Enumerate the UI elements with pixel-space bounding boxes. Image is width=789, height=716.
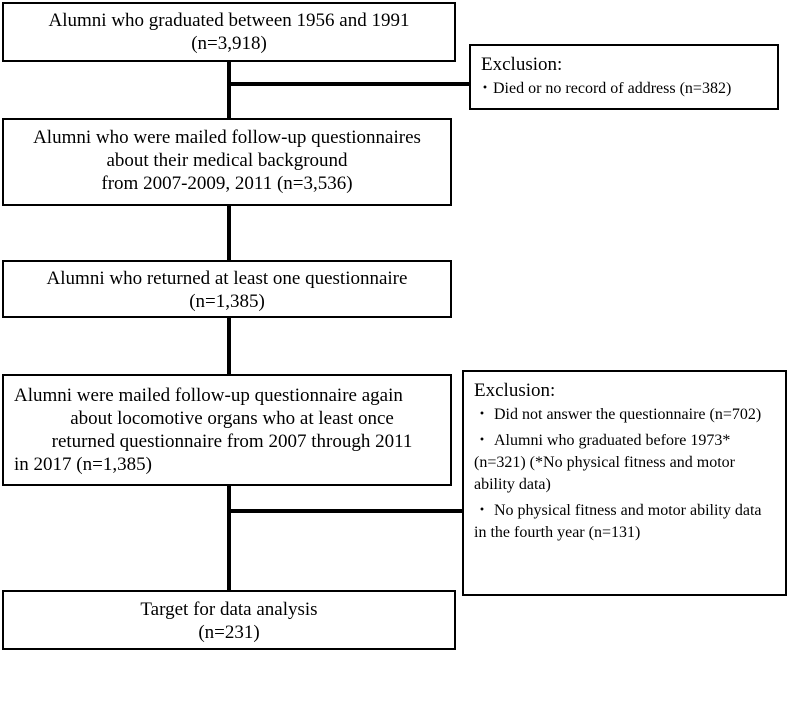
box5-line-2: (n=231) — [198, 622, 260, 643]
box-mailed-questionnaires — [2, 118, 452, 206]
box1-line-1: Alumni who graduated between 1956 and 1991 — [48, 10, 410, 31]
box-returned-questionnaire — [2, 260, 452, 318]
box4-line-1: Alumni were mailed follow-up questionnaire again — [14, 385, 403, 406]
box4-line-4: in 2017 (n=1,385) — [14, 454, 152, 475]
connector-to-exclusion-2 — [227, 509, 462, 513]
exclusion-1-title: Exclusion: — [481, 54, 563, 75]
exclusion-2-item-1: ・ Did not answer the questionnaire (n=702) — [474, 406, 762, 423]
box-mailed-again-2017 — [2, 374, 452, 486]
connector-b1-b2 — [227, 62, 231, 118]
box4-line-3: returned questionnaire from 2007 through 2011 — [51, 431, 413, 452]
exclusion-box-2 — [462, 370, 787, 596]
box3-line-1: Alumni who returned at least one questionnaire — [46, 268, 408, 289]
exclusion-box-1 — [469, 44, 779, 110]
box2-line-1: Alumni who were mailed follow-up questionnaires — [33, 127, 421, 148]
exclusion-1-item-1: ・Died or no record of address (n=382) — [477, 80, 732, 97]
exclusion-2-title: Exclusion: — [474, 380, 556, 401]
box-target-analysis — [2, 590, 456, 650]
connector-to-exclusion-1 — [227, 82, 469, 86]
box4-line-2: about locomotive organs who at least once — [70, 408, 394, 429]
connector-b4-b5 — [227, 486, 231, 590]
box5-line-1: Target for data analysis — [140, 599, 318, 620]
box3-line-2: (n=1,385) — [189, 291, 265, 312]
exclusion-2-item-3: ・ No physical fitness and motor ability data in the fourth year (n=131) — [474, 502, 762, 541]
connector-b2-b3 — [227, 206, 231, 260]
exclusion-2-item-2: ・ Alumni who graduated before 1973* (n=321) (*No physical fitness and motor ability data) — [474, 432, 735, 493]
box2-line-2: about their medical background — [106, 150, 348, 171]
box1-line-2: (n=3,918) — [191, 33, 267, 54]
box-graduated-1956-1991 — [2, 2, 456, 62]
box2-line-3: from 2007-2009, 2011 (n=3,536) — [101, 173, 353, 194]
connector-b3-b4 — [227, 318, 231, 374]
